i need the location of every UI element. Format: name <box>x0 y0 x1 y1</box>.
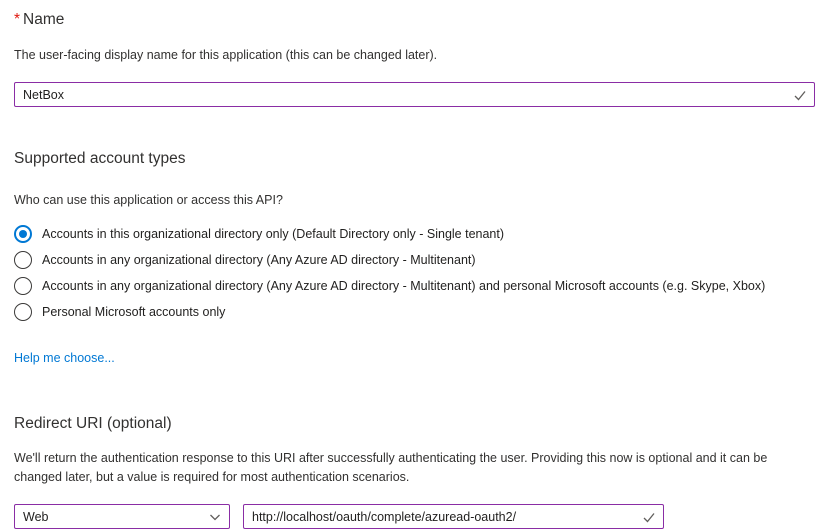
radio-option-multitenant-personal[interactable] <box>14 273 815 299</box>
name-field-container <box>14 82 815 107</box>
radio-option-label: Accounts in any organizational directory (Any Azure AD directory - Multitenant) and personal Microsoft accounts (e.g. Skype, Xbox) <box>42 279 766 293</box>
help-me-choose-link[interactable]: Help me choose... <box>14 351 115 365</box>
name-input[interactable] <box>15 83 814 106</box>
radio-option-personal-only[interactable] <box>14 299 815 325</box>
platform-select-dropdown[interactable] <box>14 504 230 529</box>
radio-button-icon[interactable] <box>14 251 32 269</box>
redirect-uri-field-container <box>243 504 664 529</box>
chevron-down-icon <box>208 510 222 524</box>
radio-option-multitenant[interactable] <box>14 247 815 273</box>
radio-option-label: Accounts in any organizational directory (Any Azure AD directory - Multitenant) <box>42 253 476 267</box>
radio-option-label: Personal Microsoft accounts only <box>42 305 226 319</box>
radio-button-icon[interactable] <box>14 303 32 321</box>
account-types-radio-group <box>14 221 815 325</box>
platform-select-value: Web <box>23 509 49 524</box>
required-asterisk: * <box>14 11 21 28</box>
redirect-uri-description: We'll return the authentication response to this URI after successfully authenticating the user. Providing this now is optional and it can be changed later, but a value is required for most authentication scenarios. <box>14 451 768 484</box>
redirect-uri-section-title: Redirect URI (optional) <box>14 415 172 432</box>
radio-option-label: Accounts in this organizational directory only (Default Directory only - Single tenant) <box>42 227 505 241</box>
name-section-title-text: Name <box>23 11 65 28</box>
name-section-title <box>14 0 815 29</box>
account-types-section-title: Supported account types <box>14 150 186 167</box>
radio-button-icon[interactable] <box>14 277 32 295</box>
redirect-uri-input[interactable] <box>244 505 663 528</box>
radio-option-single-tenant[interactable] <box>14 221 815 247</box>
account-types-question: Who can use this application or access this API? <box>14 193 283 207</box>
name-description: The user-facing display name for this application (this can be changed later). <box>14 48 438 62</box>
radio-button-icon[interactable] <box>14 225 32 243</box>
redirect-uri-row <box>14 504 815 529</box>
